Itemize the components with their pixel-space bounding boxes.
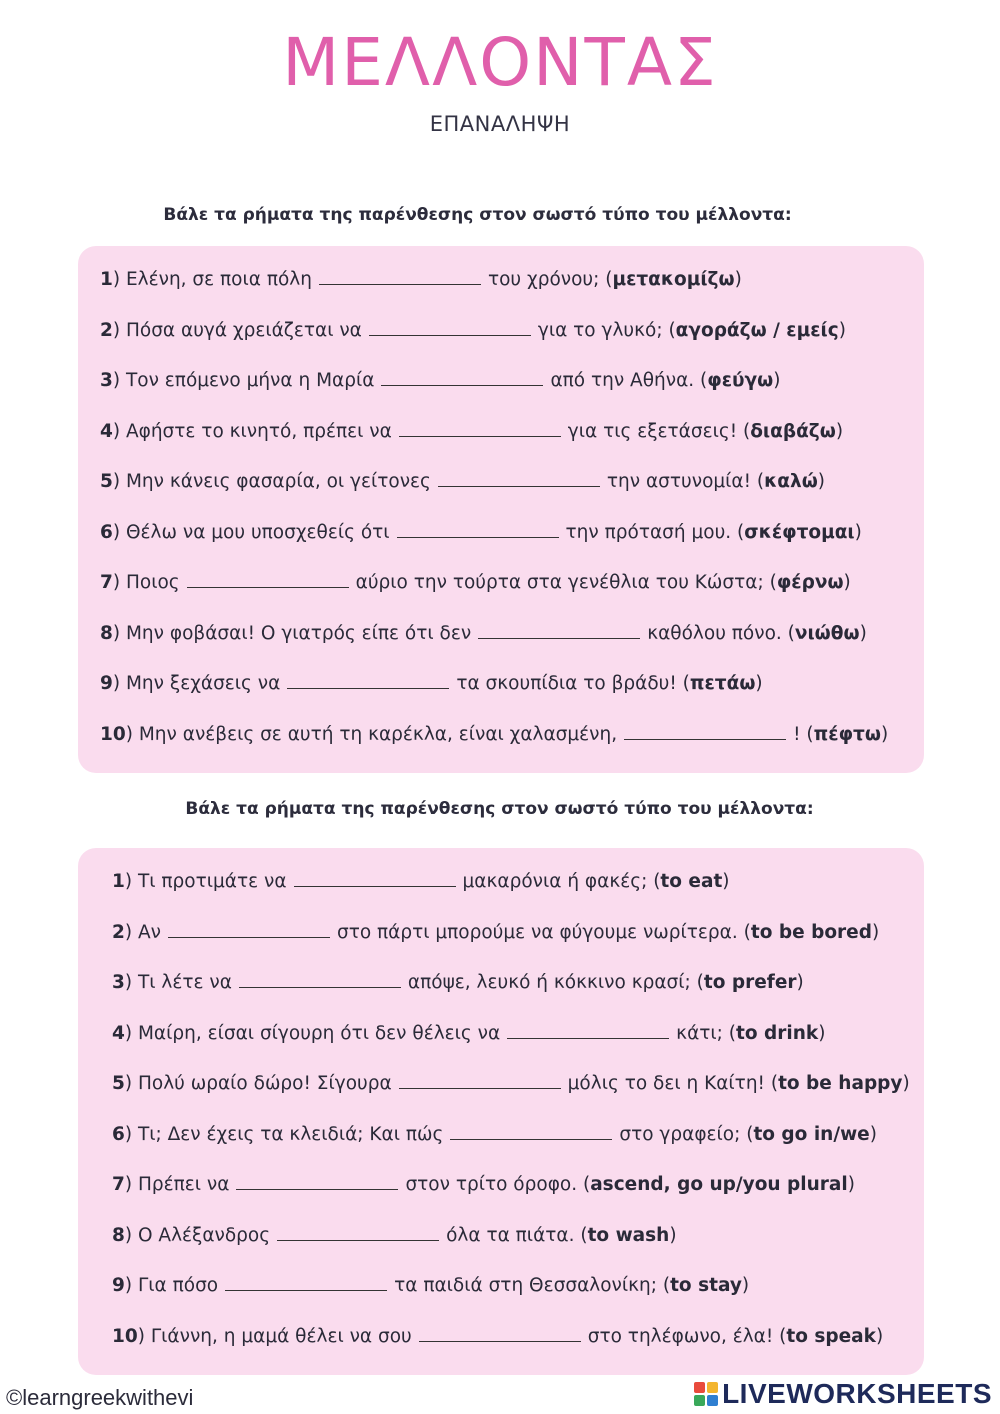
- exercise-number: 8: [100, 622, 113, 644]
- exercise-text-before: ) Μην ανέβεις σε αυτή τη καρέκλα, είναι χαλασμένη,: [125, 723, 618, 745]
- exercise-text-after: ! (: [793, 723, 814, 745]
- exercise-text-before: ) Πολύ ωραίο δώρο! Σίγουρα: [124, 1073, 392, 1094]
- exercise-number: 10: [100, 723, 126, 745]
- exercise-text-before: ) Τον επόμενο μήνα η Μαρία: [112, 370, 375, 391]
- exercise-number: 4: [112, 1022, 125, 1044]
- closing-paren: ): [734, 269, 742, 290]
- exercise-text-after: όλα τα πιάτα. (: [446, 1224, 588, 1246]
- exercise-text-after: κάτι; (: [676, 1022, 736, 1044]
- answer-blank[interactable]: [168, 936, 330, 938]
- closing-paren: ): [902, 1073, 910, 1094]
- verb-hint: πέφτω: [813, 723, 881, 745]
- exercise-text-before: ) Γιάννη, η μαμά θέλει να σου: [137, 1325, 412, 1347]
- closing-paren: ): [838, 319, 846, 341]
- closing-paren: ): [835, 420, 844, 442]
- exercise-text-after: απόψε, λευκό ή κόκκινο κρασί; (: [407, 972, 704, 993]
- exercise-number: 3: [100, 370, 113, 391]
- exercise-number: 6: [112, 1123, 125, 1145]
- exercise-number: 9: [100, 673, 113, 694]
- closing-paren: ): [741, 1275, 750, 1296]
- exercise-number: 1: [100, 269, 113, 290]
- answer-blank[interactable]: [225, 1289, 387, 1291]
- exercise-number: 7: [112, 1174, 125, 1195]
- exercise-text-before: ) Πόσα αυγά χρειάζεται να: [112, 319, 362, 341]
- exercise-text-after: στο γραφείο; (: [619, 1123, 754, 1145]
- verb-hint: to drink: [736, 1022, 819, 1044]
- closing-paren: ): [773, 370, 781, 391]
- closing-paren: ): [869, 1123, 877, 1145]
- exercise-item: [100, 271, 742, 290]
- answer-blank[interactable]: [369, 334, 531, 336]
- exercise-text-after: τα σκουπίδια το βράδυ! (: [456, 673, 690, 694]
- closing-paren: ): [817, 471, 825, 492]
- exercise-text-before: ) Πρέπει να: [124, 1174, 230, 1195]
- answer-blank[interactable]: [397, 536, 559, 538]
- exercise-text-after: από την Αθήνα. (: [550, 370, 708, 391]
- exercise-text-after: μόλις το δει η Καίτη! (: [567, 1073, 779, 1094]
- exercise-text-before: ) Αφήστε το κινητό, πρέπει να: [112, 420, 392, 442]
- exercise-item: [100, 622, 867, 644]
- credit-text: ©learngreekwithevi: [6, 1385, 194, 1410]
- exercise-text-after: καθόλου πόνο. (: [647, 622, 795, 644]
- answer-blank[interactable]: [399, 435, 561, 437]
- section2-panel: [78, 848, 924, 1375]
- verb-hint: πετάω: [689, 673, 756, 694]
- verb-hint: νιώθω: [794, 622, 860, 644]
- verb-hint: to go in/we: [753, 1123, 870, 1145]
- section2-instruction: Βάλε τα ρήματα της παρένθεσης στον σωστό τύπο του μέλλοντα:: [185, 799, 814, 819]
- exercise-text-after: για τις εξετάσεις! (: [567, 420, 751, 442]
- verb-hint: to eat: [660, 871, 723, 892]
- answer-blank[interactable]: [277, 1239, 439, 1241]
- closing-paren: ): [859, 622, 867, 644]
- closing-paren: ): [875, 1325, 884, 1347]
- closing-paren: ): [843, 572, 851, 593]
- page-subtitle: ΕΠΑΝΑΛΗΨΗ: [429, 112, 571, 136]
- exercise-text-before: ) Μαίρη, είσαι σίγουρη ότι δεν θέλεις να: [124, 1022, 501, 1044]
- logo-tile: [707, 1395, 718, 1406]
- exercise-text-after: μακαρόνια ή φακές; (: [462, 871, 661, 892]
- answer-blank[interactable]: [399, 1087, 561, 1089]
- liveworksheets-logo: [694, 1378, 992, 1410]
- verb-hint: to be bored: [750, 921, 872, 943]
- exercise-text-before: ) Μην ξεχάσεις να: [112, 673, 281, 694]
- verb-hint: καλώ: [764, 471, 818, 492]
- exercise-item: [112, 974, 804, 993]
- closing-paren: ): [669, 1224, 677, 1246]
- verb-hint: αγοράζω / εμείς: [675, 319, 839, 341]
- exercise-text-after: στον τρίτο όροφο. (: [405, 1174, 591, 1195]
- exercise-text-after: την πρότασή μου. (: [565, 521, 745, 543]
- answer-blank[interactable]: [294, 885, 456, 887]
- exercise-text-before: ) Τι λέτε να: [124, 972, 232, 993]
- verb-hint: μετακομίζω: [612, 269, 735, 290]
- verb-hint: φεύγω: [707, 370, 774, 391]
- verb-hint: ascend, go up/you plural: [590, 1174, 848, 1195]
- exercise-item: [112, 1325, 884, 1347]
- answer-blank[interactable]: [239, 986, 401, 988]
- exercise-item: [100, 372, 780, 391]
- exercise-number: 9: [112, 1275, 125, 1296]
- verb-hint: διαβάζω: [750, 420, 836, 442]
- answer-blank[interactable]: [236, 1188, 398, 1190]
- exercise-number: 4: [100, 420, 113, 442]
- exercise-item: [112, 1176, 855, 1195]
- exercise-number: 2: [100, 319, 113, 341]
- exercise-number: 10: [112, 1325, 138, 1347]
- exercise-item: [100, 675, 763, 694]
- verb-hint: to be happy: [778, 1073, 903, 1094]
- answer-blank[interactable]: [381, 384, 543, 386]
- exercise-text-before: ) Ο Αλέξανδρος: [124, 1224, 271, 1246]
- verb-hint: to prefer: [703, 972, 797, 993]
- exercise-item: [100, 521, 862, 543]
- verb-hint: to speak: [786, 1325, 876, 1347]
- exercise-item: [112, 921, 880, 943]
- exercise-number: 5: [100, 471, 113, 492]
- exercise-text-before: ) Ελένη, σε ποια πόλη: [112, 269, 312, 290]
- exercise-text-after: αύριο την τούρτα στα γενέθλια του Κώστα; (: [355, 572, 777, 593]
- closing-paren: ): [854, 521, 862, 543]
- answer-blank[interactable]: [438, 485, 600, 487]
- exercise-item: [112, 1075, 910, 1094]
- exercise-text-before: ) Αν: [124, 921, 161, 943]
- answer-blank[interactable]: [624, 738, 786, 740]
- logo-tile: [694, 1395, 705, 1406]
- section1-panel: [78, 246, 924, 773]
- closing-paren: ): [847, 1174, 855, 1195]
- exercise-text-after: του χρόνου; (: [487, 269, 613, 290]
- closing-paren: ): [796, 972, 804, 993]
- exercise-number: 5: [112, 1073, 125, 1094]
- exercise-text-before: ) Τι προτιμάτε να: [124, 871, 287, 892]
- exercise-text-after: για το γλυκό; (: [537, 319, 676, 341]
- exercise-text-before: ) Ποιος: [112, 572, 180, 593]
- exercise-item: [100, 723, 889, 745]
- answer-blank[interactable]: [287, 687, 449, 689]
- answer-blank[interactable]: [319, 283, 481, 285]
- logo-tile: [694, 1382, 705, 1393]
- verb-hint: to stay: [670, 1275, 742, 1296]
- exercise-item: [112, 1277, 749, 1296]
- exercise-text-after: στο πάρτι μπορούμε να φύγουμε νωρίτερα. (: [336, 921, 751, 943]
- exercise-item: [112, 1123, 877, 1145]
- closing-paren: ): [880, 723, 889, 745]
- exercise-number: 6: [100, 521, 113, 543]
- answer-blank[interactable]: [419, 1340, 581, 1342]
- verb-hint: φέρνω: [776, 572, 844, 593]
- logo-tile: [707, 1382, 718, 1393]
- exercise-item: [100, 420, 844, 442]
- section1-instruction: Βάλε τα ρήματα της παρένθεσης στον σωστό τύπο του μέλλοντα:: [163, 205, 792, 225]
- answer-blank[interactable]: [187, 586, 349, 588]
- answer-blank[interactable]: [507, 1037, 669, 1039]
- exercise-item: [112, 1224, 677, 1246]
- exercise-item: [100, 473, 825, 492]
- exercise-text-before: ) Για πόσο: [124, 1275, 219, 1296]
- closing-paren: ): [722, 871, 730, 892]
- closing-paren: ): [755, 673, 763, 694]
- exercise-item: [112, 873, 730, 892]
- answer-blank[interactable]: [478, 637, 640, 639]
- exercise-text-before: ) Τι; Δεν έχεις τα κλειδιά; Και πώς: [124, 1123, 444, 1145]
- exercise-number: 7: [100, 572, 113, 593]
- brand-name: LIVEWORKSHEETS: [722, 1378, 992, 1409]
- exercise-text-before: ) Μην φοβάσαι! Ο γιατρός είπε ότι δεν: [112, 622, 472, 644]
- exercise-text-after: στο τηλέφωνο, έλα! (: [587, 1325, 787, 1347]
- liveworksheets-logo-icon: [694, 1382, 718, 1406]
- verb-hint: to wash: [587, 1224, 670, 1246]
- verb-hint: σκέφτομαι: [744, 521, 855, 543]
- exercise-item: [112, 1022, 826, 1044]
- exercise-text-after: την αστυνομία! (: [606, 471, 765, 492]
- exercise-text-before: ) Θέλω να μου υποσχεθείς ότι: [112, 521, 390, 543]
- exercise-number: 3: [112, 972, 125, 993]
- closing-paren: ): [818, 1022, 826, 1044]
- exercise-item: [100, 574, 851, 593]
- page-title: ΜΕΛΛΟΝΤΑΣ: [282, 24, 718, 101]
- exercise-number: 8: [112, 1224, 125, 1246]
- closing-paren: ): [871, 921, 880, 943]
- exercise-number: 2: [112, 921, 125, 943]
- exercise-number: 1: [112, 871, 125, 892]
- answer-blank[interactable]: [450, 1138, 612, 1140]
- exercise-text-after: τα παιδιά στη Θεσσαλονίκη; (: [394, 1275, 671, 1296]
- exercise-text-before: ) Μην κάνεις φασαρία, οι γείτονες: [112, 471, 431, 492]
- exercise-item: [100, 319, 846, 341]
